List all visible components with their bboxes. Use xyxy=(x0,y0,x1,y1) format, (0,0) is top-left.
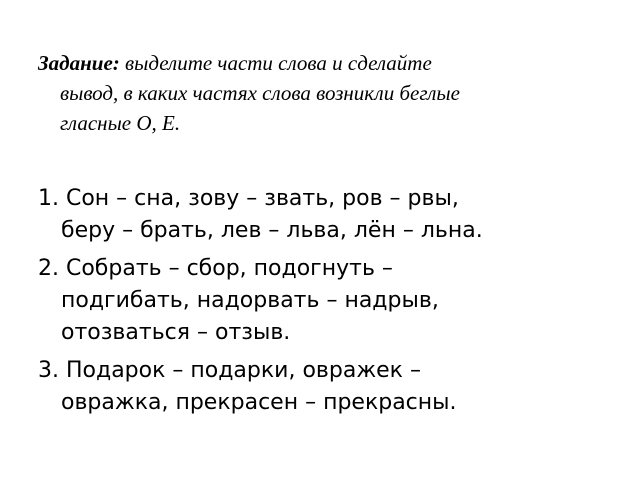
list-item-3-line-2: овражка, прекрасен – прекрасны. xyxy=(61,390,457,415)
list-item-2-line-2: подгибать, надорвать – надрыв, xyxy=(61,288,439,313)
list-item-2 xyxy=(38,253,628,349)
task-line-1 xyxy=(38,48,598,78)
task-line-3: гласные О, Е. xyxy=(60,111,181,135)
word-pairs-list xyxy=(38,183,628,425)
list-item-2-line-1: 2. Собрать – сбор, подогнуть – xyxy=(38,256,393,281)
list-item-1 xyxy=(38,183,628,247)
list-item-1-line-2: беру – брать, лев – льва, лён – льна. xyxy=(61,218,483,243)
task-label: Задание: xyxy=(38,51,120,75)
task-line-2: вывод, в каких частях слова возникли беглые xyxy=(60,81,460,105)
list-item-1-line-1: 1. Сон – сна, зову – звать, ров – рвы, xyxy=(38,186,459,211)
task-text xyxy=(38,48,598,138)
list-item-3 xyxy=(38,355,628,419)
list-item-2-line-3: отозваться – отзыв. xyxy=(61,320,291,345)
task-line-1-text: выделите части слова и сделайте xyxy=(119,51,432,75)
list-item-3-line-1: 3. Подарок – подарки, овражек – xyxy=(38,358,421,383)
